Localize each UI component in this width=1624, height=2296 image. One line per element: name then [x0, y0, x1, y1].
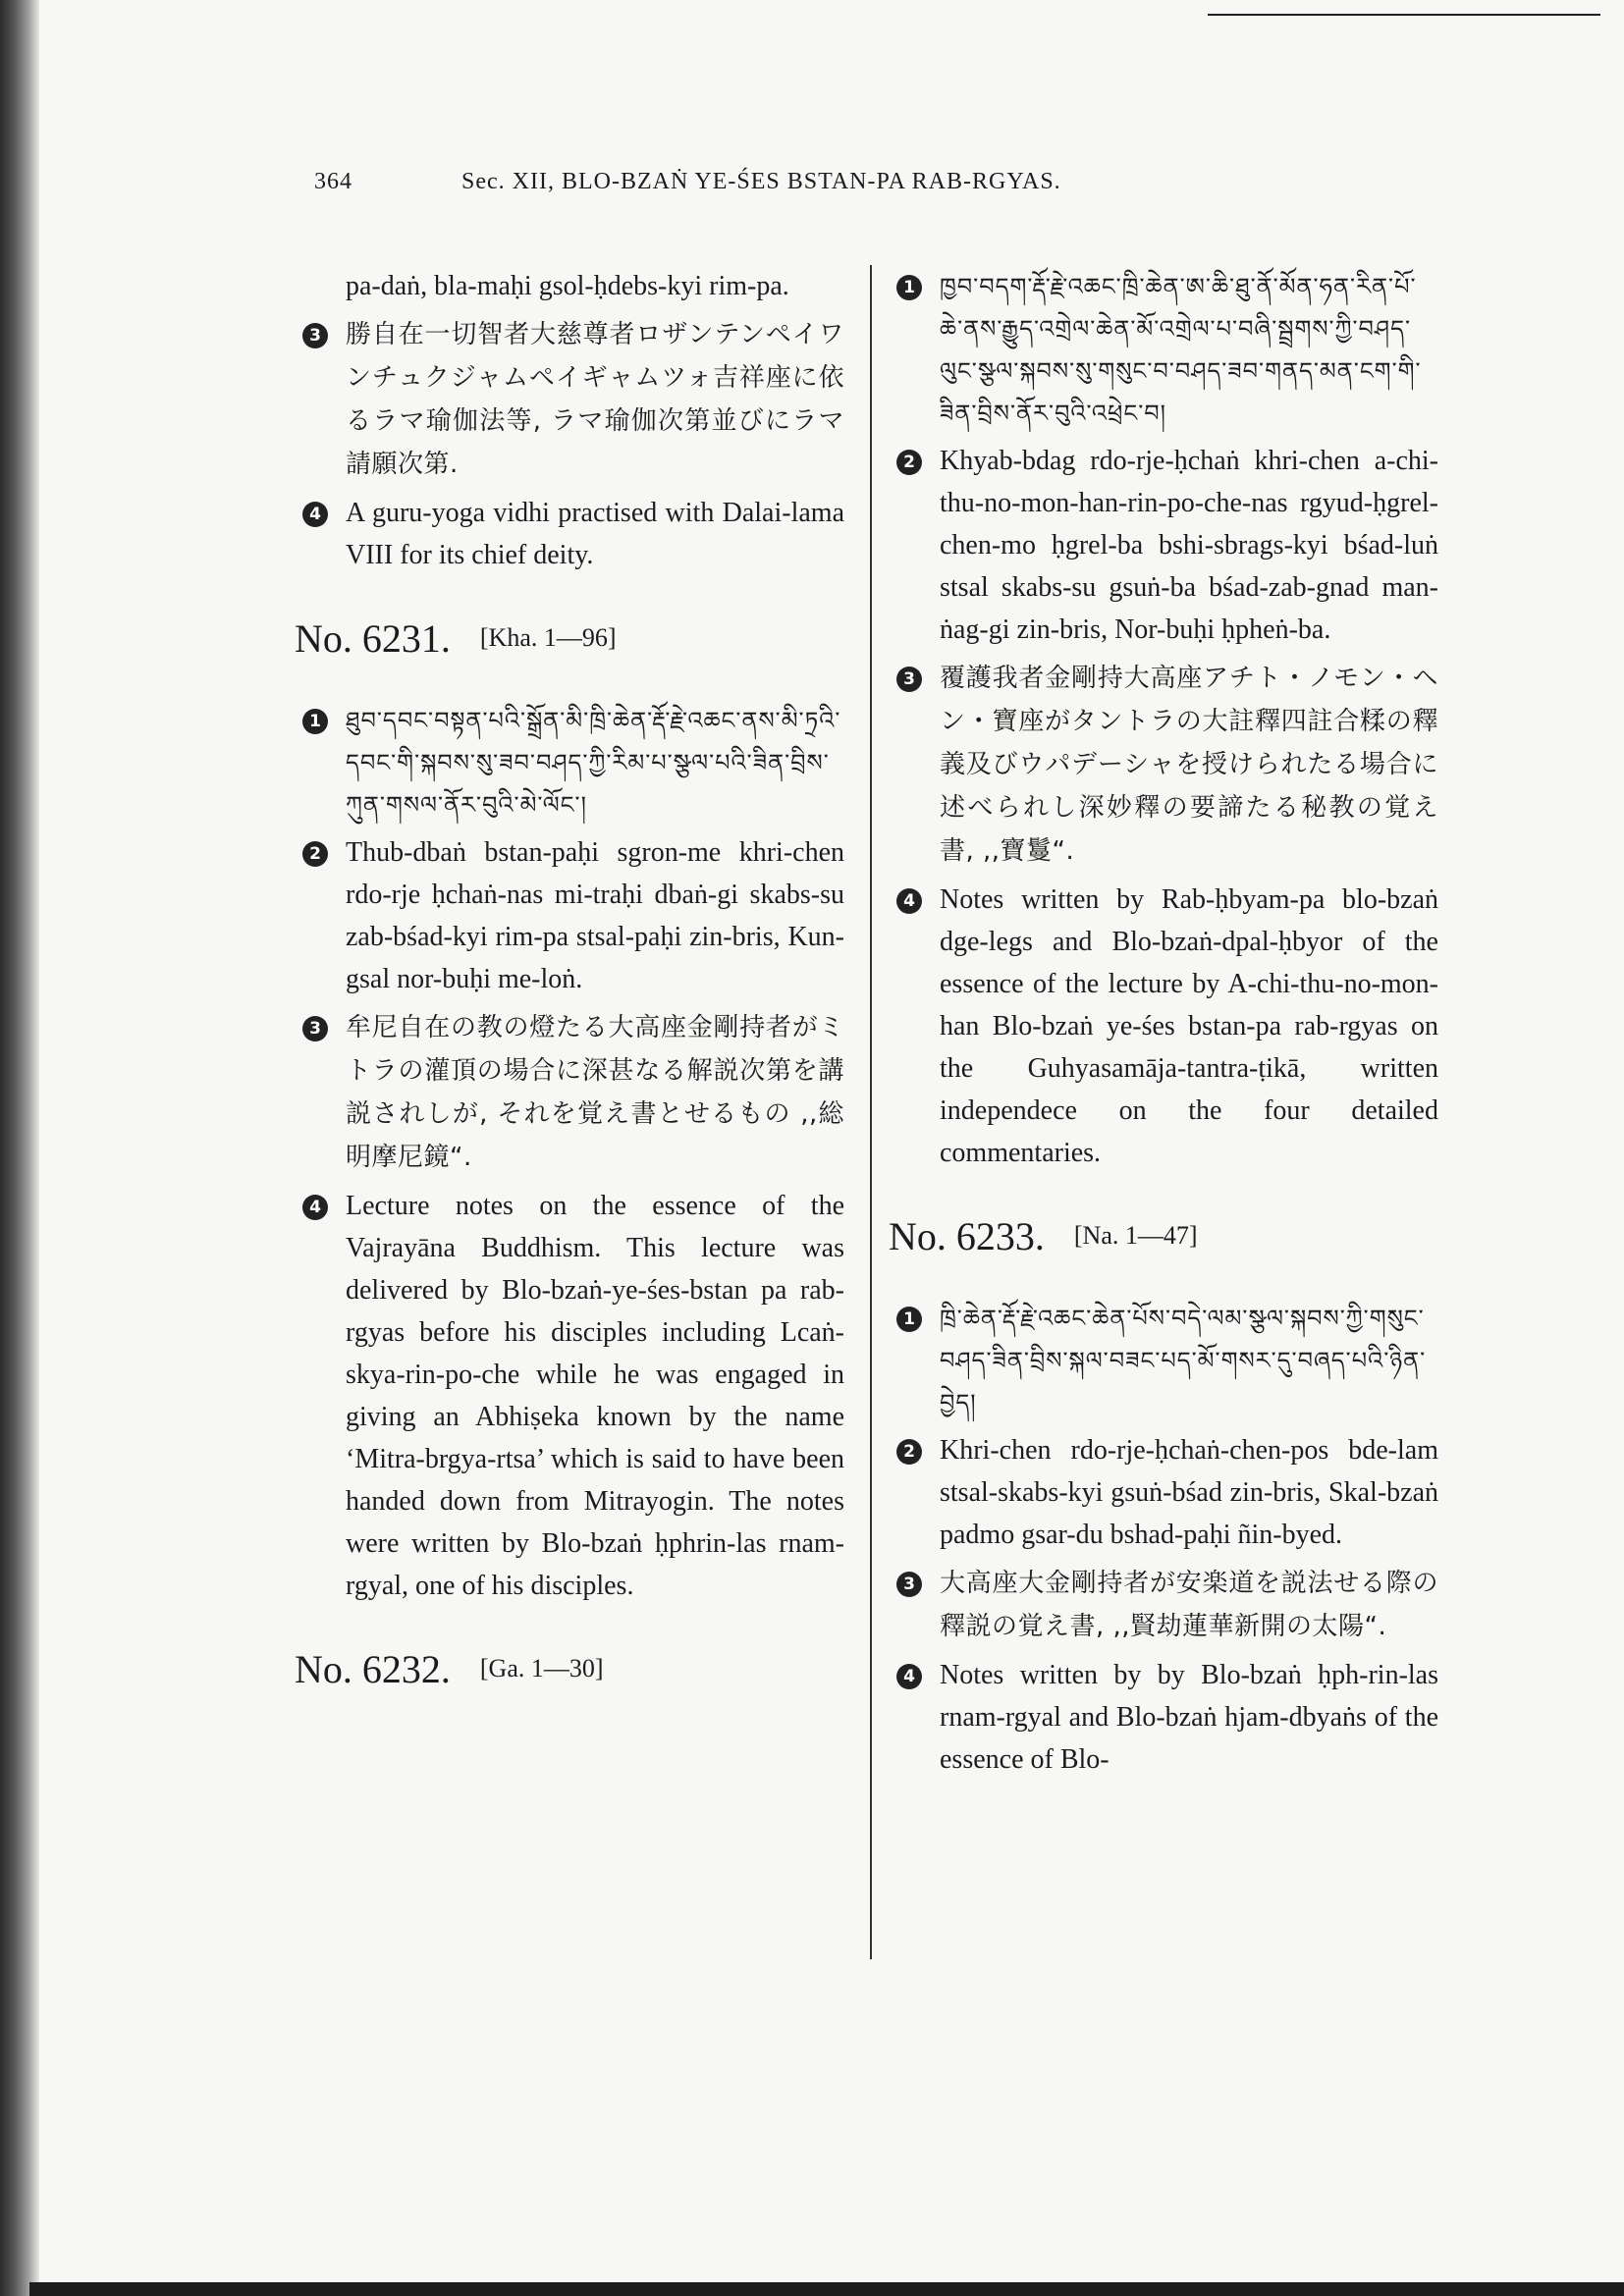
entry-heading-6232: No. 6232. [Ga. 1—30]	[295, 1647, 604, 1691]
marker-4: 4	[896, 1664, 922, 1689]
marker-2: 2	[896, 450, 922, 475]
marker-1: 1	[302, 709, 328, 734]
entry-6233-translit: 2 Khri-chen rdo-rje-ḥchaṅ-chen-pos bde-lam stsal-skabs-kyi gsuṅ-bśad zin-bris, Skal-bzaṅ padmo gsar-du bshad-paḥi ñin-byed.	[889, 1429, 1438, 1556]
entry-6231-english: 4 Lecture notes on the essence of the Vajrayāna Buddhism. This lecture was delivered by Blo-bzaṅ-ye-śes-bstan pa rab-rgyas before his disciples including Lcaṅ-skya-rin-po-che while he was engaged in giving an Abhiṣeka known by the name ‘Mitra-brgya-rtsa’ which is said to have been handed down from Mitrayogin. The notes were written by Blo-bzaṅ ḥphrin-las rnam-rgyal, one of his disciples.	[295, 1185, 844, 1607]
entry-6231-japanese: 3 牟尼自在の教の燈たる大高座金剛持者がミトラの灌頂の場合に深甚なる解説次第を講説されしが, それを覚え書とせるもの ,,総明摩尼鏡“.	[295, 1006, 844, 1179]
continued-english: 4 A guru-yoga vidhi practised with Dalai-lama VIII for its chief deity.	[295, 492, 844, 576]
entry-6232-english: 4 Notes written by Rab-ḥbyam-pa blo-bzaṅ dge-legs and Blo-bzaṅ-dpal-ḥbyor of the essence of the lecture by A-chi-thu-no-mon-han Blo-bzaṅ ye-śes bstan-pa rab-rgyas on the Guhyasamāja-tantra-ṭikā, written independece on the four detailed commentaries.	[889, 879, 1438, 1174]
marker-1: 1	[896, 1307, 922, 1332]
left-column	[295, 265, 844, 1730]
marker-3: 3	[302, 323, 328, 348]
marker-1: 1	[896, 275, 922, 300]
entry-6232-tibetan: 1 ཁྱབ་བདག་རྡོ་རྗེ་འཆང་ཁྲི་ཆེན་ཨ་ཆི་ཐུ་ནོ་མོན་ཧན་རིན་པོ་ཆེ་ནས་རྒྱུད་འགྲེལ་ཆེན་མོ་འགྲེལ་པ་བཞི་སྦྲགས་ཀྱི་བཤད་ལུང་སྩལ་སྐབས་སུ་གསུང་བ་བཤད་ཟབ་གནད་མན་ངག་གི་ཟིན་བྲིས་ནོར་བུའི་འཕྲེང་བ།	[889, 265, 1438, 434]
marker-4: 4	[302, 502, 328, 527]
marker-2: 2	[896, 1439, 922, 1465]
top-rule	[1208, 14, 1600, 16]
marker-4: 4	[896, 888, 922, 914]
marker-3: 3	[896, 1572, 922, 1597]
page-number: 364	[314, 169, 352, 194]
entry-6233-tibetan: 1 ཁྲི་ཆེན་རྡོ་རྗེ་འཆང་ཆེན་པོས་བདེ་ལམ་སྩལ་སྐབས་ཀྱི་གསུང་བཤད་ཟིན་བྲིས་སྐལ་བཟང་པད་མོ་གསར་དུ་བཞད་པའི་ཉིན་བྱེད།	[889, 1297, 1438, 1423]
continued-japanese: 3 勝自在一切智者大慈尊者ロザンテンペイワンチュクジャムペイギャムツォ吉祥座に依るラマ瑜伽法等, ラマ瑜伽次第並びにラマ請願次第.	[295, 313, 844, 486]
entry-6233-english: 4 Notes written by by Blo-bzaṅ ḥph-rin-las rnam-rgyal and Blo-bzaṅ hjam-dbyaṅs of the essence of Blo-	[889, 1654, 1438, 1781]
page-bottom-edge	[29, 2282, 1624, 2296]
entry-heading-6233: No. 6233. [Na. 1—47]	[889, 1214, 1198, 1258]
entry-6231-tibetan: 1 ཐུབ་དབང་བསྟན་པའི་སྒྲོན་མི་ཁྲི་ཆེན་རྡོ་རྗེ་འཆང་ནས་མི་ཏྲའི་དབང་གི་སྐབས་སུ་ཟབ་བཤད་ཀྱི་རིམ་པ་སྩལ་པའི་ཟིན་བྲིས་ཀུན་གསལ་ནོར་བུའི་མེ་ལོང་།	[295, 699, 844, 826]
entry-6233-japanese: 3 大高座大金剛持者が安楽道を説法せる際の釋説の覚え書, ,,賢劫蓮華新開の太陽“.	[889, 1562, 1438, 1648]
marker-2: 2	[302, 841, 328, 867]
marker-3: 3	[302, 1016, 328, 1041]
entry-6231-translit: 2 Thub-dbaṅ bstan-paḥi sgron-me khri-chen rdo-rje ḥchaṅ-nas mi-traḥi dbaṅ-gi skabs-su zab-bśad-kyi rim-pa stsal-paḥi zin-bris, Kun-gsal nor-buḥi me-loṅ.	[295, 831, 844, 1000]
marker-3: 3	[896, 667, 922, 692]
entry-6232-japanese: 3 覆護我者金剛持大高座アチト・ノモン・ヘン・寶座がタントラの大註釋四註合糅の釋義及びウパデーシャを授けられたる場合に述べられし深妙釋の要諦たる秘教の覚え書, ,,寶鬘“.	[889, 657, 1438, 873]
marker-4: 4	[302, 1195, 328, 1220]
entry-heading-6231: No. 6231. [Kha. 1—96]	[295, 616, 617, 661]
column-divider	[870, 265, 872, 1959]
running-title: Sec. XII, BLO-BZAṄ YE-ŚES BSTAN-PA RAB-RGYAS.	[461, 169, 1061, 194]
continued-translit: pa-daṅ, bla-maḥi gsol-ḥdebs-kyi rim-pa.	[346, 271, 789, 301]
running-header	[314, 169, 1061, 195]
book-binding-edge	[0, 0, 39, 2296]
entry-6232-translit: 2 Khyab-bdag rdo-rje-ḥchaṅ khri-chen a-chi-thu-no-mon-han-rin-po-che-nas rgyud-ḥgrel-chen-mo ḥgrel-ba bshi-sbrags-kyi bśad-luṅ stsal skabs-su gsuṅ-ba bśad-zab-gnad man-ṅag-gi zin-bris, Nor-buḥi ḥpheṅ-ba.	[889, 440, 1438, 651]
right-column	[889, 265, 1438, 1787]
